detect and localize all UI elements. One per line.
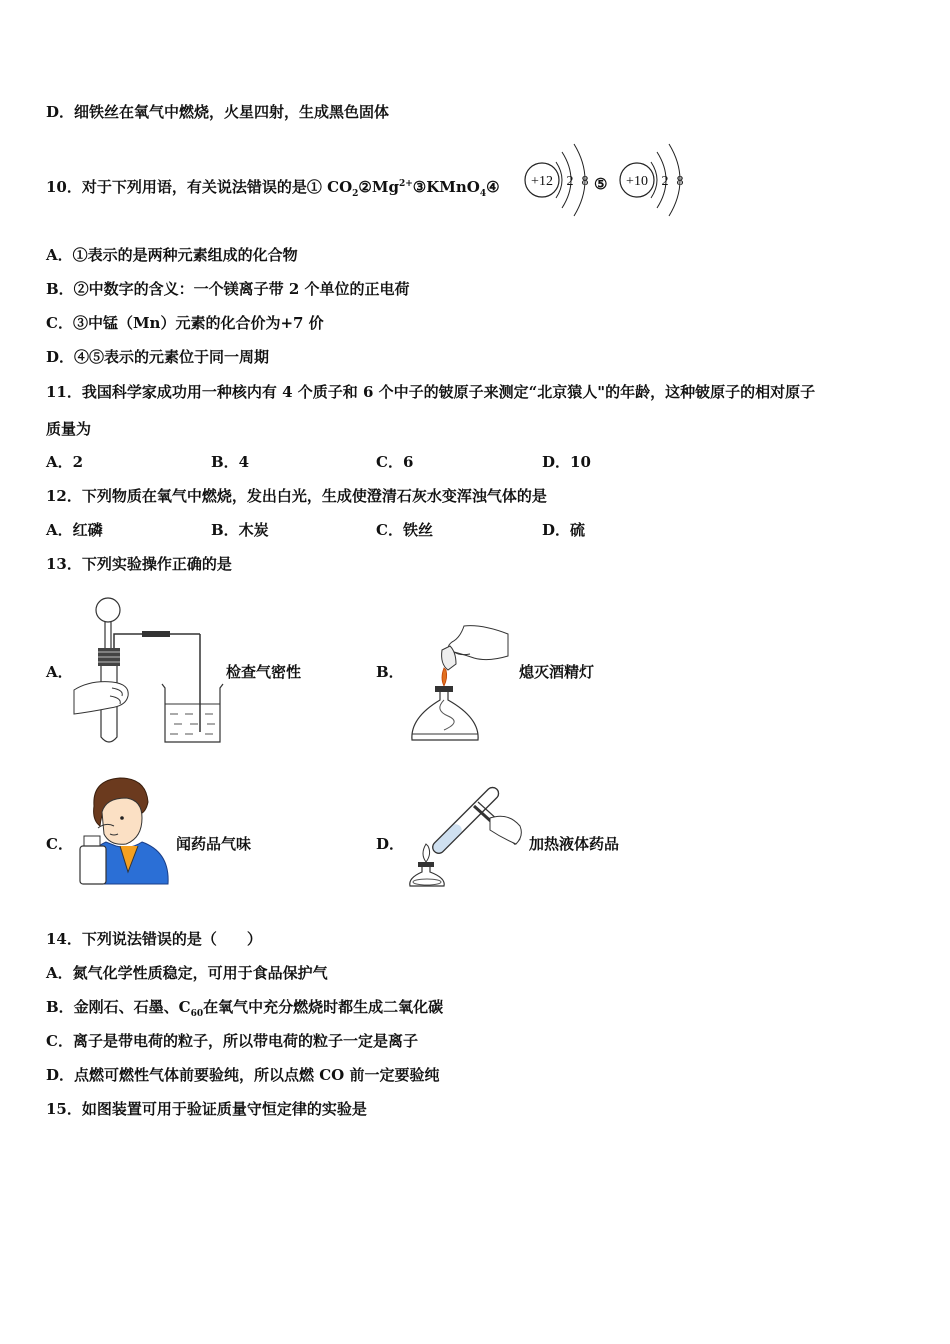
q10-option-d: D．④⑤表示的元素位于同一周期 [46, 348, 270, 366]
q10-stem-text: 10．对于下列用语，有关说法错误的是 [46, 178, 307, 196]
shell-1-count: 2 [661, 174, 669, 189]
q12-option-a: A．红磷 [46, 521, 103, 539]
marker-3: ③ [412, 178, 427, 196]
heating-liquid-illustration [404, 772, 528, 890]
q10-option-c: C．③中锰（Mn）元素的化合价为+7 价 [46, 314, 324, 332]
q14-stem: 14．下列说法错误的是（ ） [46, 930, 262, 948]
q10-option-b: B．②中数字的含义：一个镁离子带 2 个单位的正电荷 [46, 280, 410, 298]
q10-option-a: A．①表示的是两种元素组成的化合物 [46, 246, 298, 264]
q12-option-d: D．硫 [542, 521, 586, 539]
q11-option-b: B．4 [211, 453, 250, 471]
marker-2: ② [358, 178, 372, 196]
q14-option-a: A．氮气化学性质稳定，可用于食品保护气 [46, 964, 328, 982]
q13-option-b-caption: 熄灭酒精灯 [519, 663, 595, 681]
q13-option-d-caption: 加热液体药品 [529, 835, 620, 853]
q11-stem-line1: 11．我国科学家成功用一种核内有 4 个质子和 6 个中子的铍原子来测定“北京猿人"的年龄，这种铍原子的相对原子 [46, 383, 816, 401]
q11-option-a: A．2 [46, 453, 84, 471]
atom-diagram-10 [617, 136, 697, 220]
q13-option-b-letter: B． [376, 663, 404, 681]
q15-stem: 15．如图装置可用于验证质量守恒定律的实验是 [46, 1100, 367, 1118]
q13-stem: 13．下列实验操作正确的是 [46, 555, 232, 573]
q11-stem-line2: 质量为 [46, 420, 92, 438]
q13-option-c-letter: C． [46, 835, 73, 853]
formula-mg-ion: $Mg^{2+}$ [371, 178, 413, 196]
formula-kmno4: KMnO$_4$ [426, 178, 487, 199]
q14-option-b: B．金刚石、石墨、$C_{60}$在氧气中充分燃烧时都生成二氧化碳 [46, 998, 444, 1019]
q14-option-d: D．点燃可燃性气体前要验纯，所以点燃 CO 前一定要验纯 [46, 1066, 440, 1084]
q11-option-d: D．10 [542, 453, 591, 471]
shell-1-count: 2 [566, 174, 574, 189]
shell-2-count: 8 [676, 174, 684, 189]
q13-option-d-letter: D． [376, 835, 405, 853]
q10-stem [46, 174, 500, 204]
airtightness-check-illustration [70, 592, 230, 750]
q12-stem: 12．下列物质在氧气中燃烧，发出白光，生成使澄清石灰水变浑浊气体的是 [46, 487, 547, 505]
marker-5: ⑤ [594, 175, 608, 193]
q12-option-b: B．木炭 [211, 521, 269, 539]
shell-2-count: 8 [581, 174, 589, 189]
q12-option-c: C．铁丝 [376, 521, 433, 539]
q14-option-c: C．离子是带电荷的粒子，所以带电荷的粒子一定是离子 [46, 1032, 418, 1050]
formula-co2: $CO_2$ [327, 178, 359, 199]
q11-option-c: C．6 [376, 453, 414, 471]
q9-option-d: D．细铁丝在氧气中燃烧，火星四射，生成黑色固体 [46, 103, 390, 121]
q13-option-a-caption: 检查气密性 [226, 663, 302, 681]
q13-option-a-letter: A． [46, 663, 73, 681]
nucleus-label: +10 [626, 174, 648, 189]
smell-chemical-illustration [76, 772, 172, 886]
atom-diagram-12 [522, 136, 602, 220]
nucleus-label: +12 [531, 174, 553, 189]
marker-4: ④ [486, 178, 500, 196]
extinguish-alcohol-lamp-illustration [404, 622, 516, 746]
marker-1: ① [306, 178, 322, 196]
q13-option-c-caption: 闻药品气味 [176, 835, 252, 853]
